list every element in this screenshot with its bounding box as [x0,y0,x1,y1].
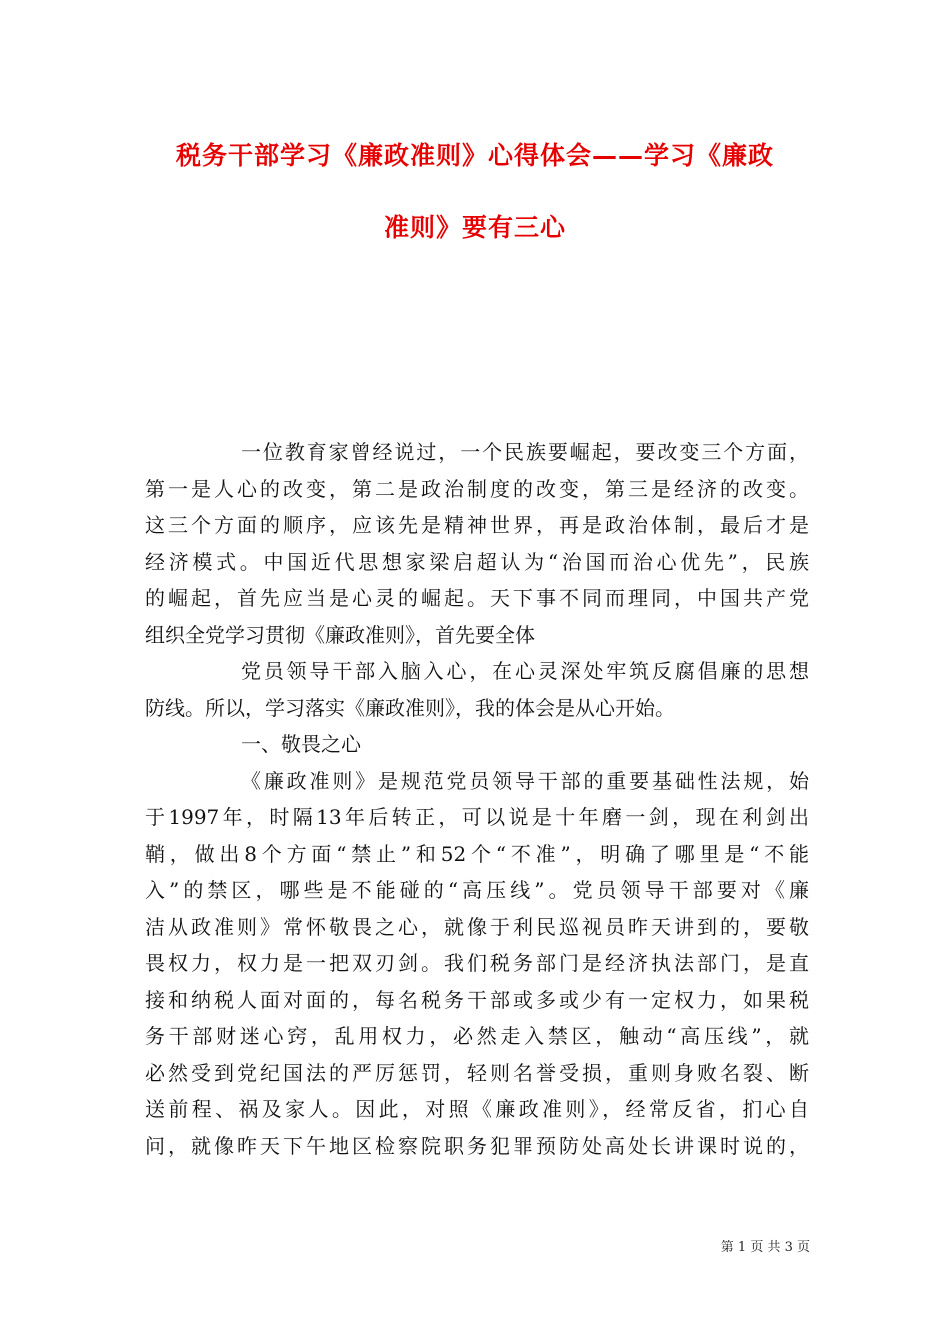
body-line: 经济模式。中国近代思想家梁启超认为“治国而治心优先”，民族 [145,549,809,574]
body-line: 一位教育家曾经说过，一个民族要崛起，要改变三个方面， [241,440,809,464]
body-line: 送前程、祸及家人。因此，对照《廉政准则》，经常反省，扪心自 [145,1097,809,1121]
body-line: 洁从政准则》常怀敬畏之心，就像于利民巡视员昨天讲到的，要敬 [145,914,809,939]
body-line: 必然受到党纪国法的严厉惩罚，轻则名誉受损，重则身败名裂、断 [145,1060,809,1085]
body-line: 入”的禁区，哪些是不能碰的“高压线”。党员领导干部要对《廉 [145,878,809,902]
body-line: 鞘，做出8个方面“禁止”和52个“不准”，明确了哪里是“不能 [145,841,809,866]
document-title-line-1: 税务干部学习《廉政准则》心得体会——学习《廉政 [175,141,774,170]
document-body [145,434,809,1164]
section-heading: 一、敬畏之心 [241,732,361,756]
body-line: 于1997年，时隔13年后转正，可以说是十年磨一剑，现在利剑出 [145,805,809,829]
body-line: 党员领导干部入脑入心，在心灵深处牢筑反腐倡廉的思想 [241,659,809,683]
body-line: 的崛起，首先应当是心灵的崛起。天下事不同而理同，中国共产党 [145,586,809,610]
body-line: 组织全党学习贯彻《廉政准则》，首先要全体 [145,622,535,647]
body-line: 第一是人心的改变，第二是政治制度的改变，第三是经济的改变。 [145,476,809,501]
page-number-footer: 第 1 页 共 3 页 [720,1240,810,1255]
body-line: 务干部财迷心窍，乱用权力，必然走入禁区，触动“高压线”，就 [145,1024,809,1048]
document-title-line-2: 准则》要有三心 [383,213,566,242]
body-line: 接和纳税人面对面的，每名税务干部或多或少有一定权力，如果税 [145,987,809,1012]
body-line: 问，就像昨天下午地区检察院职务犯罪预防处高处长讲课时说的， [145,1133,809,1158]
body-line: 这三个方面的顺序，应该先是精神世界，再是政治体制，最后才是 [145,513,809,537]
body-line: 畏权力，权力是一把双刃剑。我们税务部门是经济执法部门，是直 [145,951,809,975]
body-line: 防线。所以，学习落实《廉政准则》，我的体会是从心开始。 [145,695,675,720]
body-line: 《廉政准则》是规范党员领导干部的重要基础性法规，始 [241,768,809,793]
